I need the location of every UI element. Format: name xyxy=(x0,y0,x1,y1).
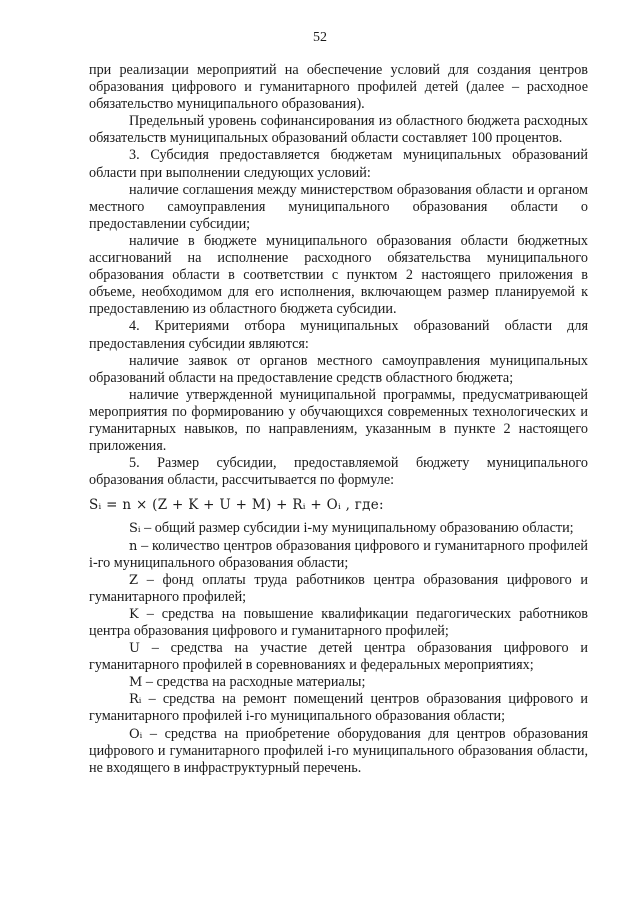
definition-text: – фонд оплаты труда работников центра образования цифрового и гуманитарного профилей; xyxy=(89,571,588,605)
definition-m xyxy=(89,674,588,691)
definition-symbol: Rᵢ xyxy=(129,692,142,708)
definition-r xyxy=(89,691,588,725)
definition-symbol: Oᵢ xyxy=(129,726,143,742)
paragraph-intro: при реализации мероприятий на обеспечение условий для создания центров образования цифрового и гуманитарного профилей детей (далее – расходное обязательство муниципального образования). xyxy=(89,62,588,113)
definition-n xyxy=(89,538,588,572)
document-body xyxy=(89,62,588,777)
definition-k xyxy=(89,606,588,640)
definition-o xyxy=(89,726,588,777)
definition-s xyxy=(89,520,588,537)
definition-z xyxy=(89,572,588,606)
definition-symbol: Z xyxy=(129,572,139,588)
paragraph-criterion-applications: наличие заявок от органов местного самоуправления муниципальных образований области на предоставление средств областного бюджета; xyxy=(89,352,588,386)
definition-symbol: n xyxy=(129,538,138,554)
formula-text: Sᵢ = n × (Z + K + U + M) + Rᵢ + Oᵢ , где: xyxy=(89,497,384,514)
page-number: 52 xyxy=(313,30,327,45)
definition-text: – общий размер субсидии i-му муниципальному образованию области; xyxy=(140,520,574,537)
paragraph-section-5: 5. Размер субсидии, предоставляемой бюджету муниципального образования области, рассчитывается по формуле: xyxy=(89,455,588,489)
paragraph-section-4: 4. Критериями отбора муниципальных образований области для предоставления субсидии являются: xyxy=(89,318,588,352)
definition-text: – средства на приобретение оборудования для центров образования цифрового и гуманитарного профилей i-го муниципального образования области, не входящего в инфраструктурный перечень. xyxy=(89,725,588,776)
definition-text: – средства на ремонт помещений центров образования цифрового и гуманитарного профилей i-го муниципального образования области; xyxy=(89,691,588,725)
paragraph-criterion-program: наличие утвержденной муниципальной программы, предусматривающей мероприятия по формированию у обучающихся современных технологических и гуманитарных навыков, по направлениям, указанным в пункте 2 настоящего приложения. xyxy=(89,386,588,455)
subsidy-formula xyxy=(89,497,588,514)
paragraph-cofinancing: Предельный уровень софинансирования из областного бюджета расходных обязательств муниципальных образований области составляет 100 процентов. xyxy=(89,113,588,147)
paragraph-condition-budget: наличие в бюджете муниципального образования области бюджетных ассигнований на исполнение расходного обязательства муниципального образования области в соответствии с пунктом 2 настоящего приложения в объеме, необходимом для его исполнения, включающем размер планируемой к предоставлению из областного бюджета субсидии. xyxy=(89,232,588,318)
definition-text: – количество центров образования цифрового и гуманитарного профилей i-го муниципального образования области; xyxy=(89,537,588,571)
definition-u xyxy=(89,640,588,674)
definition-symbol: Sᵢ xyxy=(129,521,141,537)
definition-symbol: K xyxy=(129,606,139,622)
paragraph-section-3: 3. Субсидия предоставляется бюджетам муниципальных образований области при выполнении следующих условий: xyxy=(89,147,588,181)
definition-text: – средства на повышение квалификации педагогических работников центра образования цифрового и гуманитарного профилей; xyxy=(89,605,588,639)
definition-text: – средства на расходные материалы; xyxy=(142,674,366,691)
definition-symbol: M xyxy=(129,675,143,691)
definition-symbol: U xyxy=(129,641,140,657)
definition-text: – средства на участие детей центра образования цифрового и гуманитарного профилей в соревнованиях и федеральных мероприятиях; xyxy=(89,640,588,674)
paragraph-condition-agreement: наличие соглашения между министерством образования области и органом местного самоуправления муниципального образования области о предоставлении субсидии; xyxy=(89,181,588,232)
